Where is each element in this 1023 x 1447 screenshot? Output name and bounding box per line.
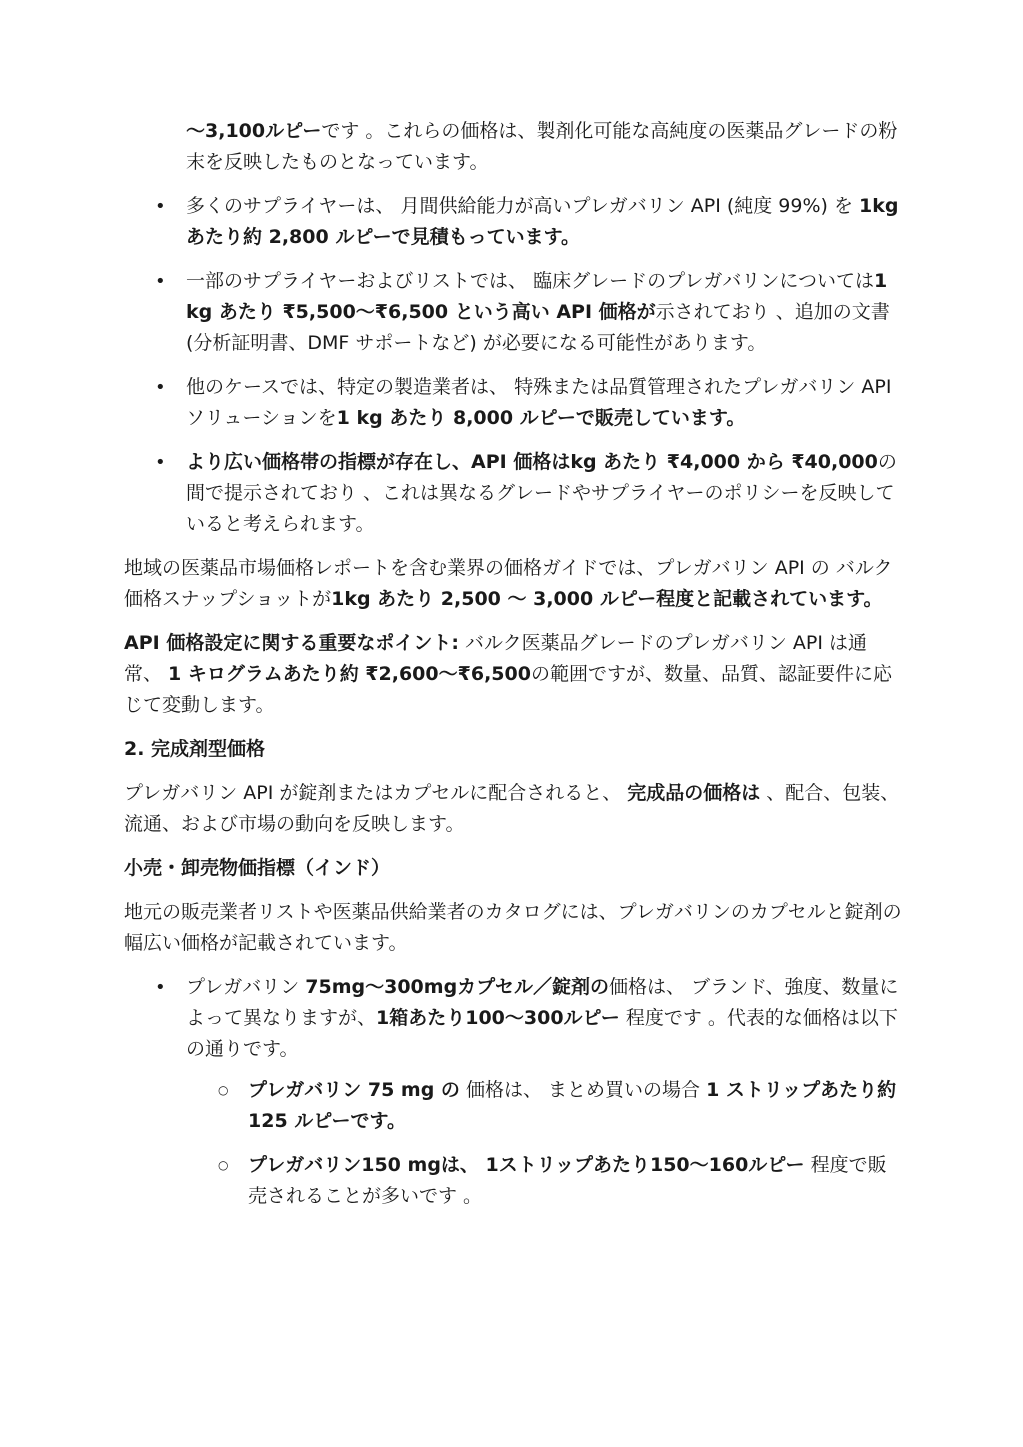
paragraph-retail: 地元の販売業者リストや医薬品供給業者のカタログには、プレガバリンのカプセルと錠剤の幅広い価格が記載されています。 [124, 901, 902, 954]
list-item [186, 266, 904, 359]
paragraph-text: プレガバリン API が錠剤またはカプセルに配合されると、 [124, 782, 628, 804]
list-item [186, 972, 904, 1212]
bullet-bold: 1 kg あたり ₹5,500〜₹6,500 という高い API 価格が [186, 270, 888, 323]
paragraph-bold: 完成品の価格は [627, 782, 761, 804]
bullet-text: の間で提示されており 、これは異なるグレードやサプライヤーのポリシーを反映していると考えられます。 [186, 451, 897, 535]
paragraph-bold: API 価格設定に関する重要なポイント: [124, 632, 459, 654]
list-item [186, 372, 904, 434]
bullet-text: 多くのサプライヤーは、 月間供給能力が高いプレガバリン API (純度 99%) を [186, 195, 860, 217]
continuation-list [124, 116, 904, 178]
section-heading-retail: 小売・卸売物価指標（インド） [124, 857, 391, 879]
bullet-text: 示されており 、追加の文書 (分析証明書、DMF サポートなど) が必要になる可能性があります。 [186, 301, 890, 354]
sub-list-item [248, 1075, 904, 1137]
bullet-text: 他のケースでは、特定の製造業者は、 特殊または品質管理されたプレガバリン API ソリューションを [186, 376, 892, 429]
paragraph-regional [124, 553, 904, 615]
continuation-text: です 。これらの価格は、製剤化可能な高純度の医薬品グレードの粉末を反映したものとなっています。 [186, 120, 898, 173]
paragraph-text: 、配合、包装、流通、および市場の動向を反映します。 [124, 782, 900, 835]
paragraph-bold: 1 キログラムあたり約 ₹2,600〜₹6,500 [168, 663, 531, 685]
bullet-bold: 1 kg あたり 8,000 ルピーで販売しています。 [336, 407, 746, 429]
paragraph-text: の範囲ですが、数量、品質、認証要件に応じて変動します。 [124, 663, 892, 716]
paragraph-finished [124, 778, 904, 840]
bullet-text: 価格は、 ブランド、強度、数量によって異なりますが、 [186, 976, 899, 1029]
paragraph-text: バルク医薬品グレードのプレガバリン API は通常、 [124, 632, 867, 685]
sub-list-item [248, 1150, 904, 1212]
bullet-text: プレガバリン [186, 976, 306, 998]
document-page [124, 116, 904, 1225]
sub-bullet-text: 価格は、 まとめ買いの場合 [459, 1079, 707, 1101]
sub-bullet-text: 程度で販売されることが多いです 。 [248, 1154, 887, 1207]
retail-sub-bullets [186, 1075, 904, 1212]
paragraph-text: 地域の医薬品市場価格レポートを含む業界の価格ガイドでは、プレガバリン API の バルク価格スナップショットが [124, 557, 893, 610]
bullet-bold: より広い価格帯の指標が存在し、API 価格はkg あたり ₹4,000 から ₹40,000 [186, 451, 878, 473]
list-item [186, 447, 904, 540]
bullet-bold: 75mg〜300mgカプセル／錠剤の [305, 976, 609, 998]
sub-bullet-bold: プレガバリン 75 mg の [248, 1079, 460, 1101]
bullet-text: 一部のサプライヤーおよびリストでは、 臨床グレードのプレガバリンについては [186, 270, 874, 292]
bullet-text: 程度です 。代表的な価格は以下の通りです。 [186, 1007, 898, 1060]
sub-bullet-bold: プレガバリン150 mgは、 1ストリップあたり150〜160ルピー [248, 1154, 805, 1176]
api-price-bullets [124, 191, 904, 540]
paragraph-bold: 1kg あたり 2,500 〜 3,000 ルピー程度と記載されています。 [331, 588, 883, 610]
bullet-bold: 1箱あたり100〜300ルピー [376, 1007, 620, 1029]
retail-bullets [124, 972, 904, 1212]
continuation-item [186, 116, 904, 178]
continuation-bold: 〜3,100ルピー [186, 120, 322, 142]
bullet-bold: 1kg あたり約 2,800 ルピーで見積もっています。 [186, 195, 899, 248]
paragraph-key-points [124, 628, 904, 721]
list-item [186, 191, 904, 253]
section-heading-finished: 2. 完成剤型価格 [124, 738, 266, 760]
sub-bullet-bold: 1 ストリップあたり約 125 ルピーです。 [248, 1079, 897, 1132]
